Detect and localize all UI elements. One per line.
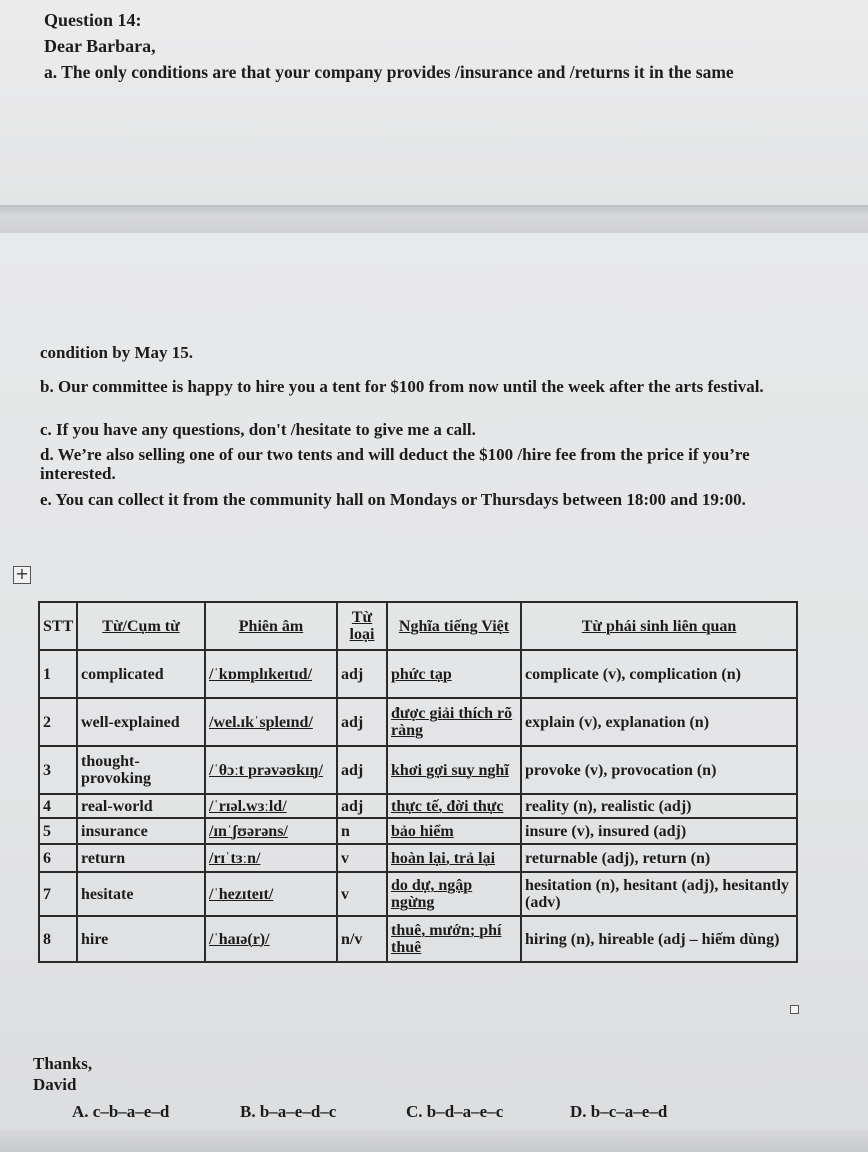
answer-option-c[interactable]: C. b–d–a–e–c [406, 1102, 504, 1121]
letter-thanks: Thanks, [33, 1054, 93, 1073]
letter-signature: David [33, 1075, 77, 1094]
cell-type: n [337, 818, 387, 844]
cell-stt: 2 [39, 698, 77, 746]
cell-type: adj [337, 746, 387, 794]
cell-word: real-world [77, 794, 205, 818]
table-header-row [39, 602, 797, 650]
answer-option-a[interactable]: A. c–b–a–e–d [72, 1102, 170, 1121]
cell-stt: 3 [39, 746, 77, 794]
table-row [39, 916, 797, 962]
header-ipa: Phiên âm [205, 602, 337, 650]
cell-meaning: phức tạp [387, 650, 521, 698]
table-row [39, 844, 797, 872]
cell-stt: 6 [39, 844, 77, 872]
cell-word: thought-provoking [77, 746, 205, 794]
cell-word: insurance [77, 818, 205, 844]
cell-type: adj [337, 794, 387, 818]
cell-word: well-explained [77, 698, 205, 746]
cell-ipa: /ˈhaɪə(r)/ [205, 916, 337, 962]
cell-meaning: khơi gợi suy nghĩ [387, 746, 521, 794]
cell-meaning: được giải thích rõ ràng [387, 698, 521, 746]
page-gap-divider [0, 205, 868, 233]
cell-type: v [337, 872, 387, 916]
cell-ipa: /ˈkɒmplɪkeɪtɪd/ [205, 650, 337, 698]
cell-derived: hiring (n), hireable (adj – hiếm dùng) [521, 916, 797, 962]
sentence-a-continued: condition by May 15. [40, 343, 194, 362]
header-type: Từ loại [337, 602, 387, 650]
cell-stt: 7 [39, 872, 77, 916]
cell-derived: insure (v), insured (adj) [521, 818, 797, 844]
header-meaning: Nghĩa tiếng Việt [387, 602, 521, 650]
sentence-b: b. Our committee is happy to hire you a tent for $100 from now until the week after the arts festival. [40, 377, 764, 396]
answer-option-b[interactable]: B. b–a–e–d–c [240, 1102, 337, 1121]
vocabulary-table [38, 601, 798, 963]
cell-stt: 4 [39, 794, 77, 818]
table-row [39, 794, 797, 818]
letter-greeting: Dear Barbara, [44, 36, 156, 56]
cell-word: hesitate [77, 872, 205, 916]
cell-derived: explain (v), explanation (n) [521, 698, 797, 746]
sentence-e: e. You can collect it from the community hall on Mondays or Thursdays between 18:00 and 19:00. [40, 490, 746, 509]
cell-word: hire [77, 916, 205, 962]
cell-derived: complicate (v), complication (n) [521, 650, 797, 698]
table-resize-handle[interactable] [790, 1005, 799, 1014]
cell-type: v [337, 844, 387, 872]
question-title: Question 14: [44, 10, 142, 30]
cell-ipa: /ɪnˈʃʊərəns/ [205, 818, 337, 844]
bottom-screen-edge [0, 1130, 868, 1152]
cell-ipa: /ˈθɔːt prəvəʊkɪŋ/ [205, 746, 337, 794]
cell-derived: provoke (v), provocation (n) [521, 746, 797, 794]
header-derived: Từ phái sinh liên quan [521, 602, 797, 650]
cell-word: complicated [77, 650, 205, 698]
cell-stt: 5 [39, 818, 77, 844]
sentence-a: a. The only conditions are that your company provides /insurance and /returns it in the same [44, 62, 734, 82]
cell-meaning: do dự, ngập ngừng [387, 872, 521, 916]
cell-derived: reality (n), realistic (adj) [521, 794, 797, 818]
cell-type: n/v [337, 916, 387, 962]
table-row [39, 872, 797, 916]
cell-derived: returnable (adj), return (n) [521, 844, 797, 872]
cell-stt: 1 [39, 650, 77, 698]
header-stt: STT [39, 602, 77, 650]
cell-meaning: bảo hiểm [387, 818, 521, 844]
cell-type: adj [337, 698, 387, 746]
cell-ipa: /wel.ɪkˈspleɪnd/ [205, 698, 337, 746]
cell-meaning: thuê, mướn; phí thuê [387, 916, 521, 962]
table-row [39, 746, 797, 794]
answer-option-d[interactable]: D. b–c–a–e–d [570, 1102, 668, 1121]
header-word: Từ/Cụm từ [77, 602, 205, 650]
cell-meaning: hoàn lại, trả lại [387, 844, 521, 872]
cell-type: adj [337, 650, 387, 698]
cell-word: return [77, 844, 205, 872]
sentence-c: c. If you have any questions, don't /hesitate to give me a call. [40, 420, 476, 439]
table-row [39, 818, 797, 844]
cell-ipa: /ˈhezɪteɪt/ [205, 872, 337, 916]
cell-ipa: /rɪˈtɜːn/ [205, 844, 337, 872]
table-row [39, 698, 797, 746]
table-move-handle-icon[interactable]: + [13, 566, 31, 584]
cell-meaning: thực tế, đời thực [387, 794, 521, 818]
cell-derived: hesitation (n), hesitant (adj), hesitantly (adv) [521, 872, 797, 916]
table-row [39, 650, 797, 698]
cell-ipa: /ˈrɪəl.wɜːld/ [205, 794, 337, 818]
sentence-d: d. We’re also selling one of our two tents and will deduct the $100 /hire fee from the price if you’re interested. [40, 445, 750, 483]
cell-stt: 8 [39, 916, 77, 962]
